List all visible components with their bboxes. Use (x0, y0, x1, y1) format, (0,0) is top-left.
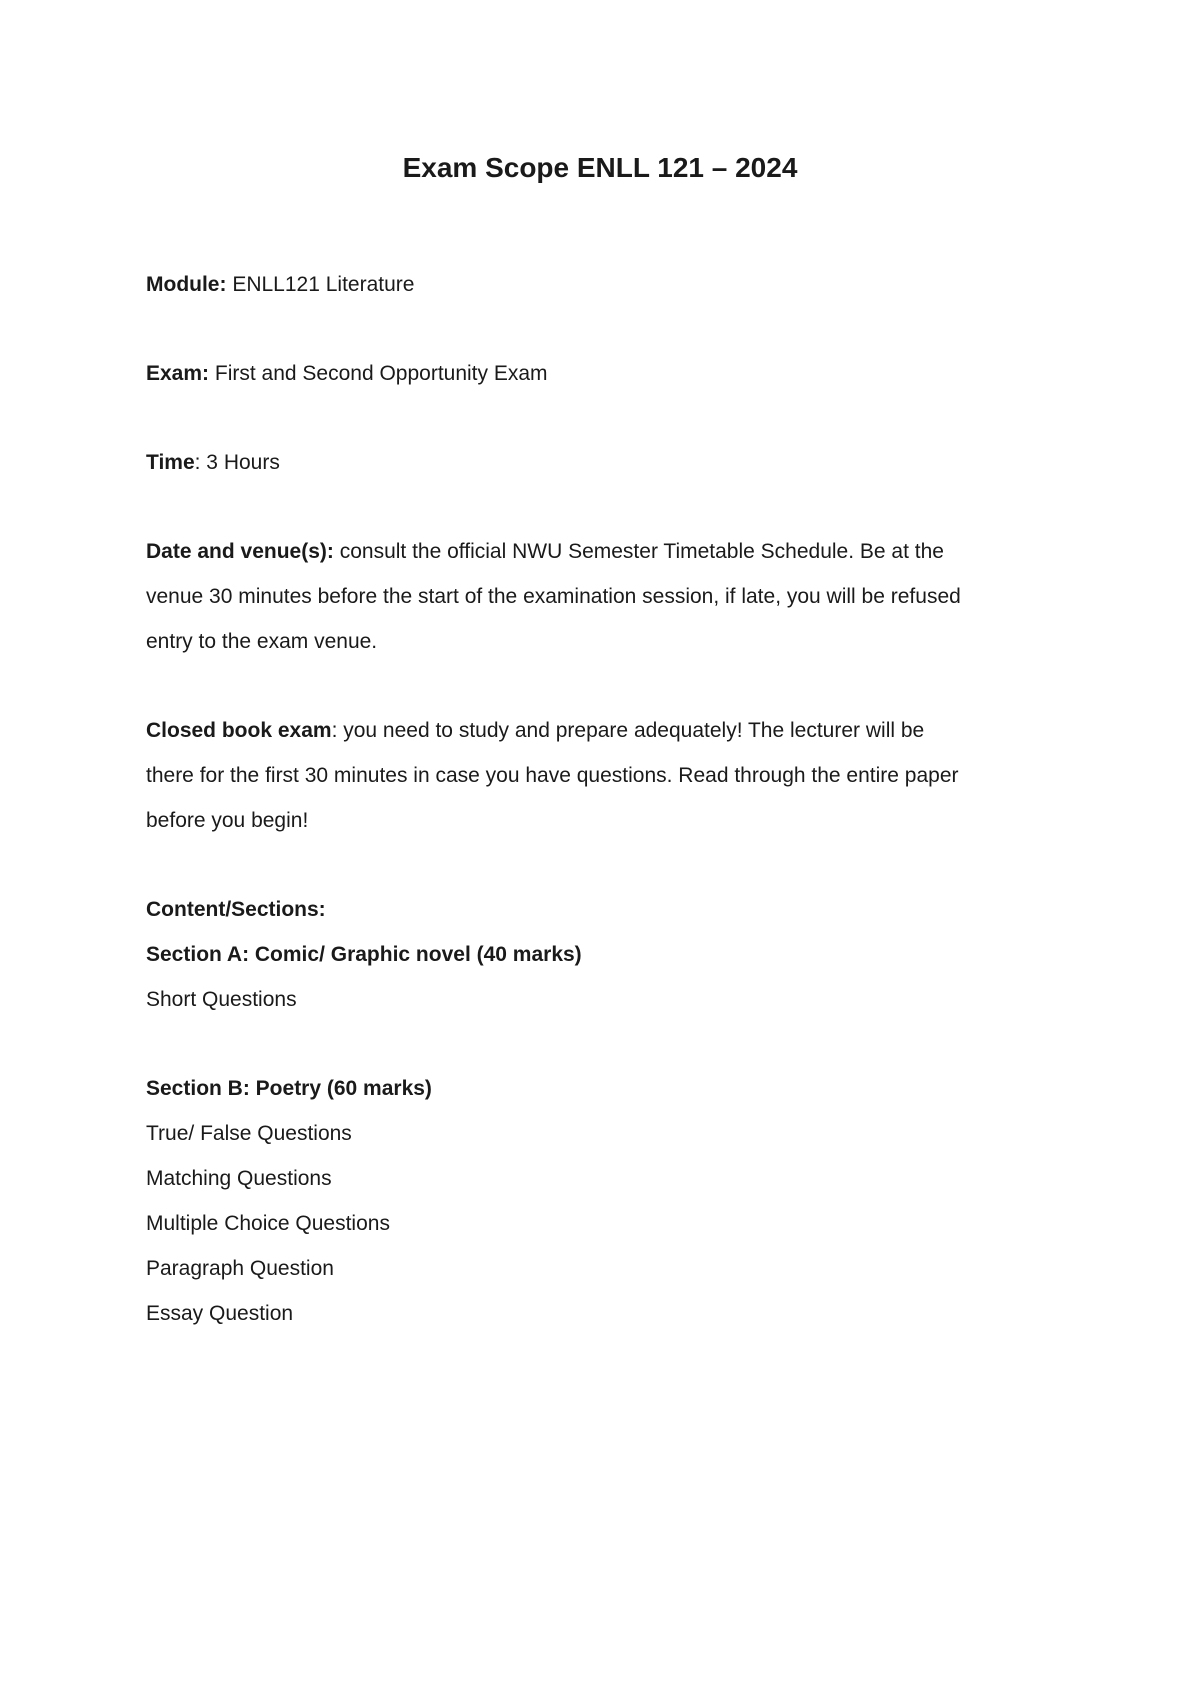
section-b-item: Matching Questions (146, 1167, 332, 1190)
content-sections (146, 887, 1054, 1022)
section-a-heading: Section A: Comic/ Graphic novel (40 marks) (146, 943, 582, 966)
exam-label: Exam: (146, 362, 210, 385)
exam-value: First and Second Opportunity Exam (209, 362, 548, 385)
date-venue-line-1 (146, 529, 1054, 574)
date-venue-line-3: entry to the exam venue. (146, 630, 378, 653)
closed-book-paragraph (146, 708, 1054, 843)
section-b-item: True/ False Questions (146, 1122, 352, 1145)
date-venue-text-1: consult the official NWU Semester Timetable Schedule. Be at the (333, 540, 944, 563)
exam-field (146, 351, 1054, 396)
closed-book-text-1: : you need to study and prepare adequately! The lecturer will be (331, 719, 925, 742)
section-b (146, 1066, 1054, 1336)
module-field (146, 262, 1054, 307)
time-label: Time (146, 451, 195, 474)
module-value: ENLL121 Literature (226, 273, 415, 296)
document-title: Exam Scope ENLL 121 – 2024 (402, 152, 798, 183)
section-a-item: Short Questions (146, 988, 297, 1011)
closed-book-label: Closed book exam (146, 719, 332, 742)
date-venue-line-2: venue 30 minutes before the start of the examination session, if late, you will be refused (146, 585, 961, 608)
section-b-heading: Section B: Poetry (60 marks) (146, 1077, 432, 1100)
time-field (146, 440, 1054, 485)
module-label: Module: (146, 273, 227, 296)
closed-book-line-3: before you begin! (146, 809, 309, 832)
content-heading: Content/Sections: (146, 898, 326, 921)
section-b-item: Paragraph Question (146, 1257, 334, 1280)
date-venue-label: Date and venue(s): (146, 540, 334, 563)
closed-book-line-1 (146, 708, 1054, 753)
closed-book-line-2: there for the first 30 minutes in case you have questions. Read through the entire paper (146, 764, 959, 787)
date-venue-paragraph (146, 529, 1054, 664)
time-value: : 3 Hours (194, 451, 280, 474)
section-b-item: Essay Question (146, 1302, 294, 1325)
section-b-item: Multiple Choice Questions (146, 1212, 390, 1235)
